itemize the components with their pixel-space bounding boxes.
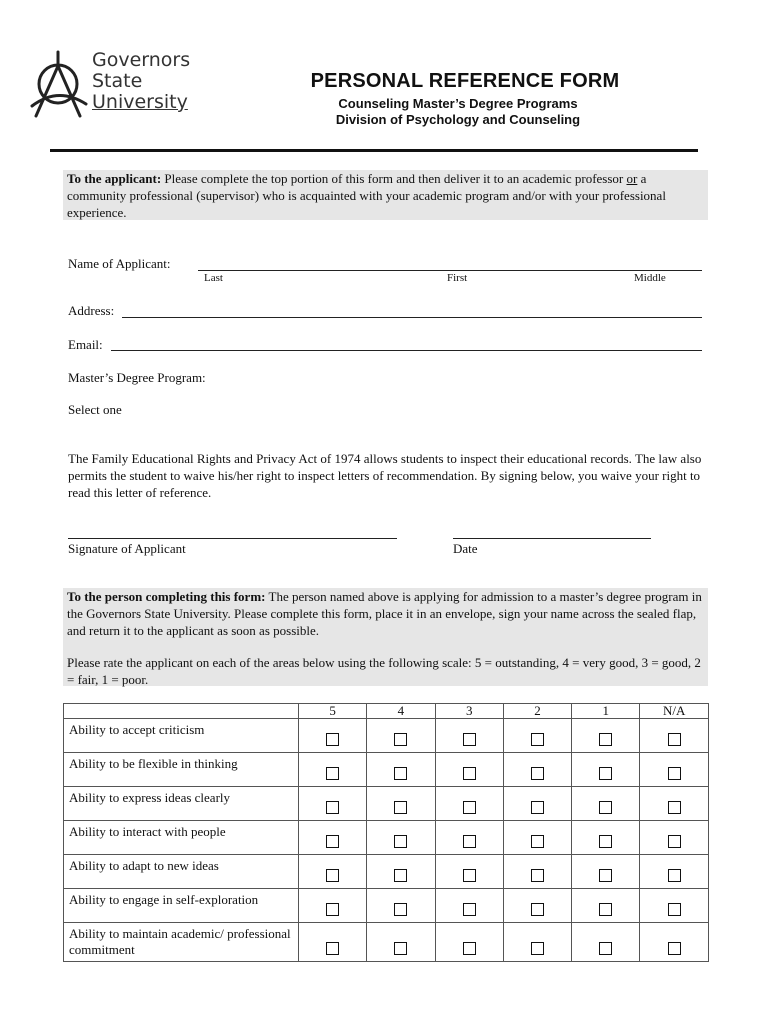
rating-checkbox-1[interactable] — [599, 942, 612, 955]
rating-checkbox-2[interactable] — [531, 733, 544, 746]
rating-checkbox-1[interactable] — [599, 869, 612, 882]
rating-checkbox-2[interactable] — [531, 767, 544, 780]
rating-item-label: Ability to accept criticism — [64, 719, 299, 753]
rating-checkbox-3[interactable] — [463, 835, 476, 848]
name-first-caption: First — [447, 272, 468, 284]
header-divider — [50, 149, 698, 152]
rating-checkbox-5[interactable] — [326, 767, 339, 780]
rating-item-label: Ability to be flexible in thinking — [64, 753, 299, 787]
rating-checkbox-1[interactable] — [599, 903, 612, 916]
name-label: Name of Applicant: — [68, 256, 171, 271]
rating-item-label: Ability to express ideas clearly — [64, 787, 299, 821]
subtitle-division: Division of Psychology and Counseling — [335, 112, 581, 127]
rating-checkbox-3[interactable] — [463, 767, 476, 780]
name-middle-caption: Middle — [634, 272, 666, 284]
rating-checkbox-na[interactable] — [668, 801, 681, 814]
subtitle-program: Counseling Master’s Degree Programs — [338, 96, 578, 111]
applicant-instructions-text2: a community professional (supervisor) who is acquainted with your academic program and/or with your professional experience. — [67, 171, 666, 220]
rating-scale-text: Please rate the applicant on each of the areas below using the following scale: 5 = outstanding, 4 = very good, 3 = good, 2 = fair, 1 = poor. — [67, 655, 701, 687]
name-input-line[interactable] — [198, 270, 702, 271]
form-title: PERSONAL REFERENCE FORM — [310, 70, 620, 92]
rating-checkbox-2[interactable] — [531, 801, 544, 814]
name-last-caption: Last — [204, 272, 223, 284]
program-select[interactable]: Select one — [68, 402, 122, 417]
date-label: Date — [453, 541, 478, 556]
form-subtitle — [300, 96, 616, 128]
rating-checkbox-5[interactable] — [326, 869, 339, 882]
ratings-header-blank — [64, 704, 299, 719]
rating-checkbox-3[interactable] — [463, 942, 476, 955]
ratings-header-row — [64, 704, 709, 719]
rating-checkbox-2[interactable] — [531, 942, 544, 955]
signature-label: Signature of Applicant — [68, 541, 186, 556]
rating-item-label: Ability to interact with people — [64, 821, 299, 855]
ratings-col-2: 2 — [503, 704, 571, 719]
referee-instructions — [63, 588, 708, 686]
email-label: Email: — [68, 337, 103, 352]
ratings-table — [63, 703, 709, 962]
rating-checkbox-5[interactable] — [326, 733, 339, 746]
email-input-line[interactable] — [111, 350, 702, 351]
table-row — [64, 719, 709, 753]
rating-checkbox-3[interactable] — [463, 733, 476, 746]
rating-checkbox-5[interactable] — [326, 801, 339, 814]
rating-checkbox-5[interactable] — [326, 903, 339, 916]
ratings-col-3: 3 — [435, 704, 503, 719]
rating-checkbox-na[interactable] — [668, 733, 681, 746]
rating-checkbox-4[interactable] — [394, 903, 407, 916]
rating-checkbox-na[interactable] — [668, 835, 681, 848]
rating-checkbox-1[interactable] — [599, 835, 612, 848]
rating-checkbox-3[interactable] — [463, 903, 476, 916]
ratings-col-na: N/A — [640, 704, 709, 719]
rating-checkbox-3[interactable] — [463, 801, 476, 814]
ratings-col-5: 5 — [299, 704, 367, 719]
rating-item-label: Ability to maintain academic/ professional commitment — [64, 923, 299, 962]
rating-checkbox-4[interactable] — [394, 801, 407, 814]
rating-item-label: Ability to engage in self-exploration — [64, 889, 299, 923]
rating-checkbox-1[interactable] — [599, 801, 612, 814]
rating-checkbox-4[interactable] — [394, 942, 407, 955]
rating-checkbox-2[interactable] — [531, 869, 544, 882]
rating-checkbox-na[interactable] — [668, 942, 681, 955]
rating-checkbox-1[interactable] — [599, 767, 612, 780]
rating-checkbox-4[interactable] — [394, 835, 407, 848]
referee-instructions-heading: To the person completing this form: — [67, 589, 266, 604]
table-row — [64, 787, 709, 821]
table-row — [64, 923, 709, 962]
rating-checkbox-na[interactable] — [668, 767, 681, 780]
rating-checkbox-3[interactable] — [463, 869, 476, 882]
referee-instructions-text: The person named above is applying for admission to a master’s degree program in the Governors State University. Please complete this form, place it in an envelope, sign your name across the sealed flap, and return it to the applicant as soon as possible. — [67, 589, 702, 638]
rating-checkbox-na[interactable] — [668, 903, 681, 916]
rating-checkbox-na[interactable] — [668, 869, 681, 882]
ratings-col-1: 1 — [572, 704, 640, 719]
ratings-col-4: 4 — [367, 704, 435, 719]
logo-line-2: State — [92, 70, 143, 92]
logo-line-1: Governors — [92, 49, 191, 71]
rating-checkbox-2[interactable] — [531, 903, 544, 916]
applicant-instructions-heading: To the applicant: — [67, 171, 162, 186]
table-row — [64, 855, 709, 889]
address-input-line[interactable] — [122, 317, 702, 318]
signature-line[interactable] — [68, 538, 397, 539]
table-row — [64, 821, 709, 855]
rating-checkbox-1[interactable] — [599, 733, 612, 746]
rating-checkbox-4[interactable] — [394, 733, 407, 746]
rating-checkbox-4[interactable] — [394, 869, 407, 882]
address-label: Address: — [68, 303, 115, 318]
rating-item-label: Ability to adapt to new ideas — [64, 855, 299, 889]
rating-checkbox-5[interactable] — [326, 835, 339, 848]
applicant-instructions — [63, 170, 708, 220]
rating-checkbox-4[interactable] — [394, 767, 407, 780]
rating-checkbox-5[interactable] — [326, 942, 339, 955]
date-line[interactable] — [453, 538, 651, 539]
ferpa-notice: The Family Educational Rights and Privacy Act of 1974 allows students to inspect their educational records. The law also permits the student to waive his/her right to inspect letters of recommendation. By signing below, you waive your right to read this letter of reference. — [68, 451, 702, 500]
table-row — [64, 889, 709, 923]
logo-wordmark — [92, 50, 190, 113]
logo-line-3: University — [92, 91, 188, 113]
program-label: Master’s Degree Program: — [68, 370, 206, 385]
applicant-instructions-or: or — [626, 171, 638, 186]
table-row — [64, 753, 709, 787]
applicant-instructions-text1: Please complete the top portion of this form and then deliver it to an academic professor — [161, 171, 627, 186]
rating-checkbox-2[interactable] — [531, 835, 544, 848]
referee-instructions-body — [67, 588, 708, 639]
